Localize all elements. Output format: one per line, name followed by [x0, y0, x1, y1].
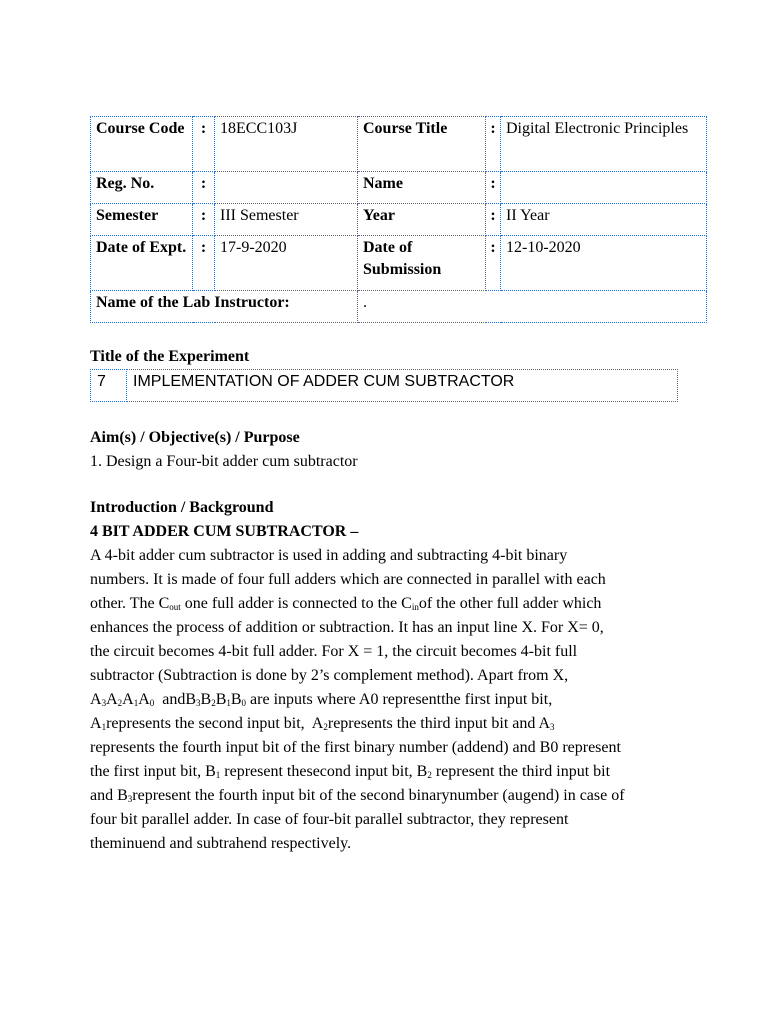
- name-label: Name: [358, 172, 486, 204]
- colon: :: [486, 117, 501, 172]
- course-info-table: [90, 116, 707, 323]
- intro-line: and $B_3represent$ the fourth input bit of the second binarynumber (augend) in case of: [90, 787, 625, 804]
- date-expt-value: 17-9-2020: [215, 236, 358, 291]
- experiment-heading: Title of the Experiment: [90, 348, 250, 365]
- colon: :: [193, 172, 215, 204]
- experiment-number: 7: [91, 370, 127, 402]
- semester-label: Semester: [91, 204, 193, 236]
- course-code-value: 18ECC103J: [215, 117, 358, 172]
- reg-no-value: [215, 172, 358, 204]
- table-row: [91, 204, 707, 236]
- course-title-label: Course Title: [358, 117, 486, 172]
- table-row: [91, 236, 707, 291]
- reg-no-label: Reg. No.: [91, 172, 193, 204]
- table-row: [91, 117, 707, 172]
- colon: :: [193, 204, 215, 236]
- intro-line: the first input bit, $B_1$ represent thesecond input bit, $B_2$ represent the third input bit: [90, 763, 611, 780]
- date-submission-value: 12-10-2020: [501, 236, 707, 291]
- intro-line: $A_1represents$ the second input bit, $A_2represents$ the third input bit and $A_3$: [90, 715, 555, 732]
- colon: :: [486, 236, 501, 291]
- experiment-table: [90, 369, 678, 402]
- aim-heading: Aim(s) / Objective(s) / Purpose: [90, 429, 300, 446]
- year-value: II Year: [501, 204, 707, 236]
- table-row: [91, 291, 707, 323]
- intro-line: other. The $C_{out}$ one full adder is connected to the $C_{in}of$ the other full adder which: [90, 595, 602, 612]
- intro-line: represents the fourth input bit of the first binary number (addend) and B0 represent: [90, 739, 621, 756]
- date-submission-label: Date of Submission: [358, 236, 486, 291]
- table-row: [91, 370, 678, 402]
- intro-line: $A_3A_2A_1A_0$ $andB_3B_2B_1B_0$ are inputs where A0 representthe first input bit,: [90, 691, 553, 708]
- intro-line: theminuend and subtrahend respectively.: [90, 835, 352, 852]
- colon: :: [193, 236, 215, 291]
- instructor-value: .: [358, 291, 707, 323]
- intro-line: four bit parallel adder. In case of four-bit parallel subtractor, they represent: [90, 811, 569, 828]
- intro-line: subtractor (Subtraction is done by 2’s complement method). Apart from X,: [90, 667, 569, 684]
- intro-line: the circuit becomes 4-bit full adder. For X = 1, the circuit becomes 4-bit full: [90, 643, 578, 660]
- date-expt-label: Date of Expt.: [91, 236, 193, 291]
- semester-value: III Semester: [215, 204, 358, 236]
- instructor-label: Name of the Lab Instructor:: [91, 291, 358, 323]
- colon: :: [486, 172, 501, 204]
- course-code-label: Course Code: [91, 117, 193, 172]
- experiment-title: IMPLEMENTATION OF ADDER CUM SUBTRACTOR: [127, 370, 678, 402]
- course-title-value: Digital Electronic Principles: [501, 117, 707, 172]
- table-row: [91, 172, 707, 204]
- aim-item: 1. Design a Four-bit adder cum subtractor: [90, 453, 358, 470]
- intro-subheading: 4 BIT ADDER CUM SUBTRACTOR –: [90, 523, 359, 540]
- year-label: Year: [358, 204, 486, 236]
- intro-heading: Introduction / Background: [90, 499, 274, 516]
- intro-paragraph: [90, 544, 690, 856]
- intro-line: A 4-bit adder cum subtractor is used in adding and subtracting 4-bit binary: [90, 547, 568, 564]
- colon: :: [193, 117, 215, 172]
- name-value: [501, 172, 707, 204]
- colon: :: [486, 204, 501, 236]
- intro-line: numbers. It is made of four full adders which are connected in parallel with each: [90, 571, 606, 588]
- intro-line: enhances the process of addition or subtraction. It has an input line X. For X= 0,: [90, 619, 604, 636]
